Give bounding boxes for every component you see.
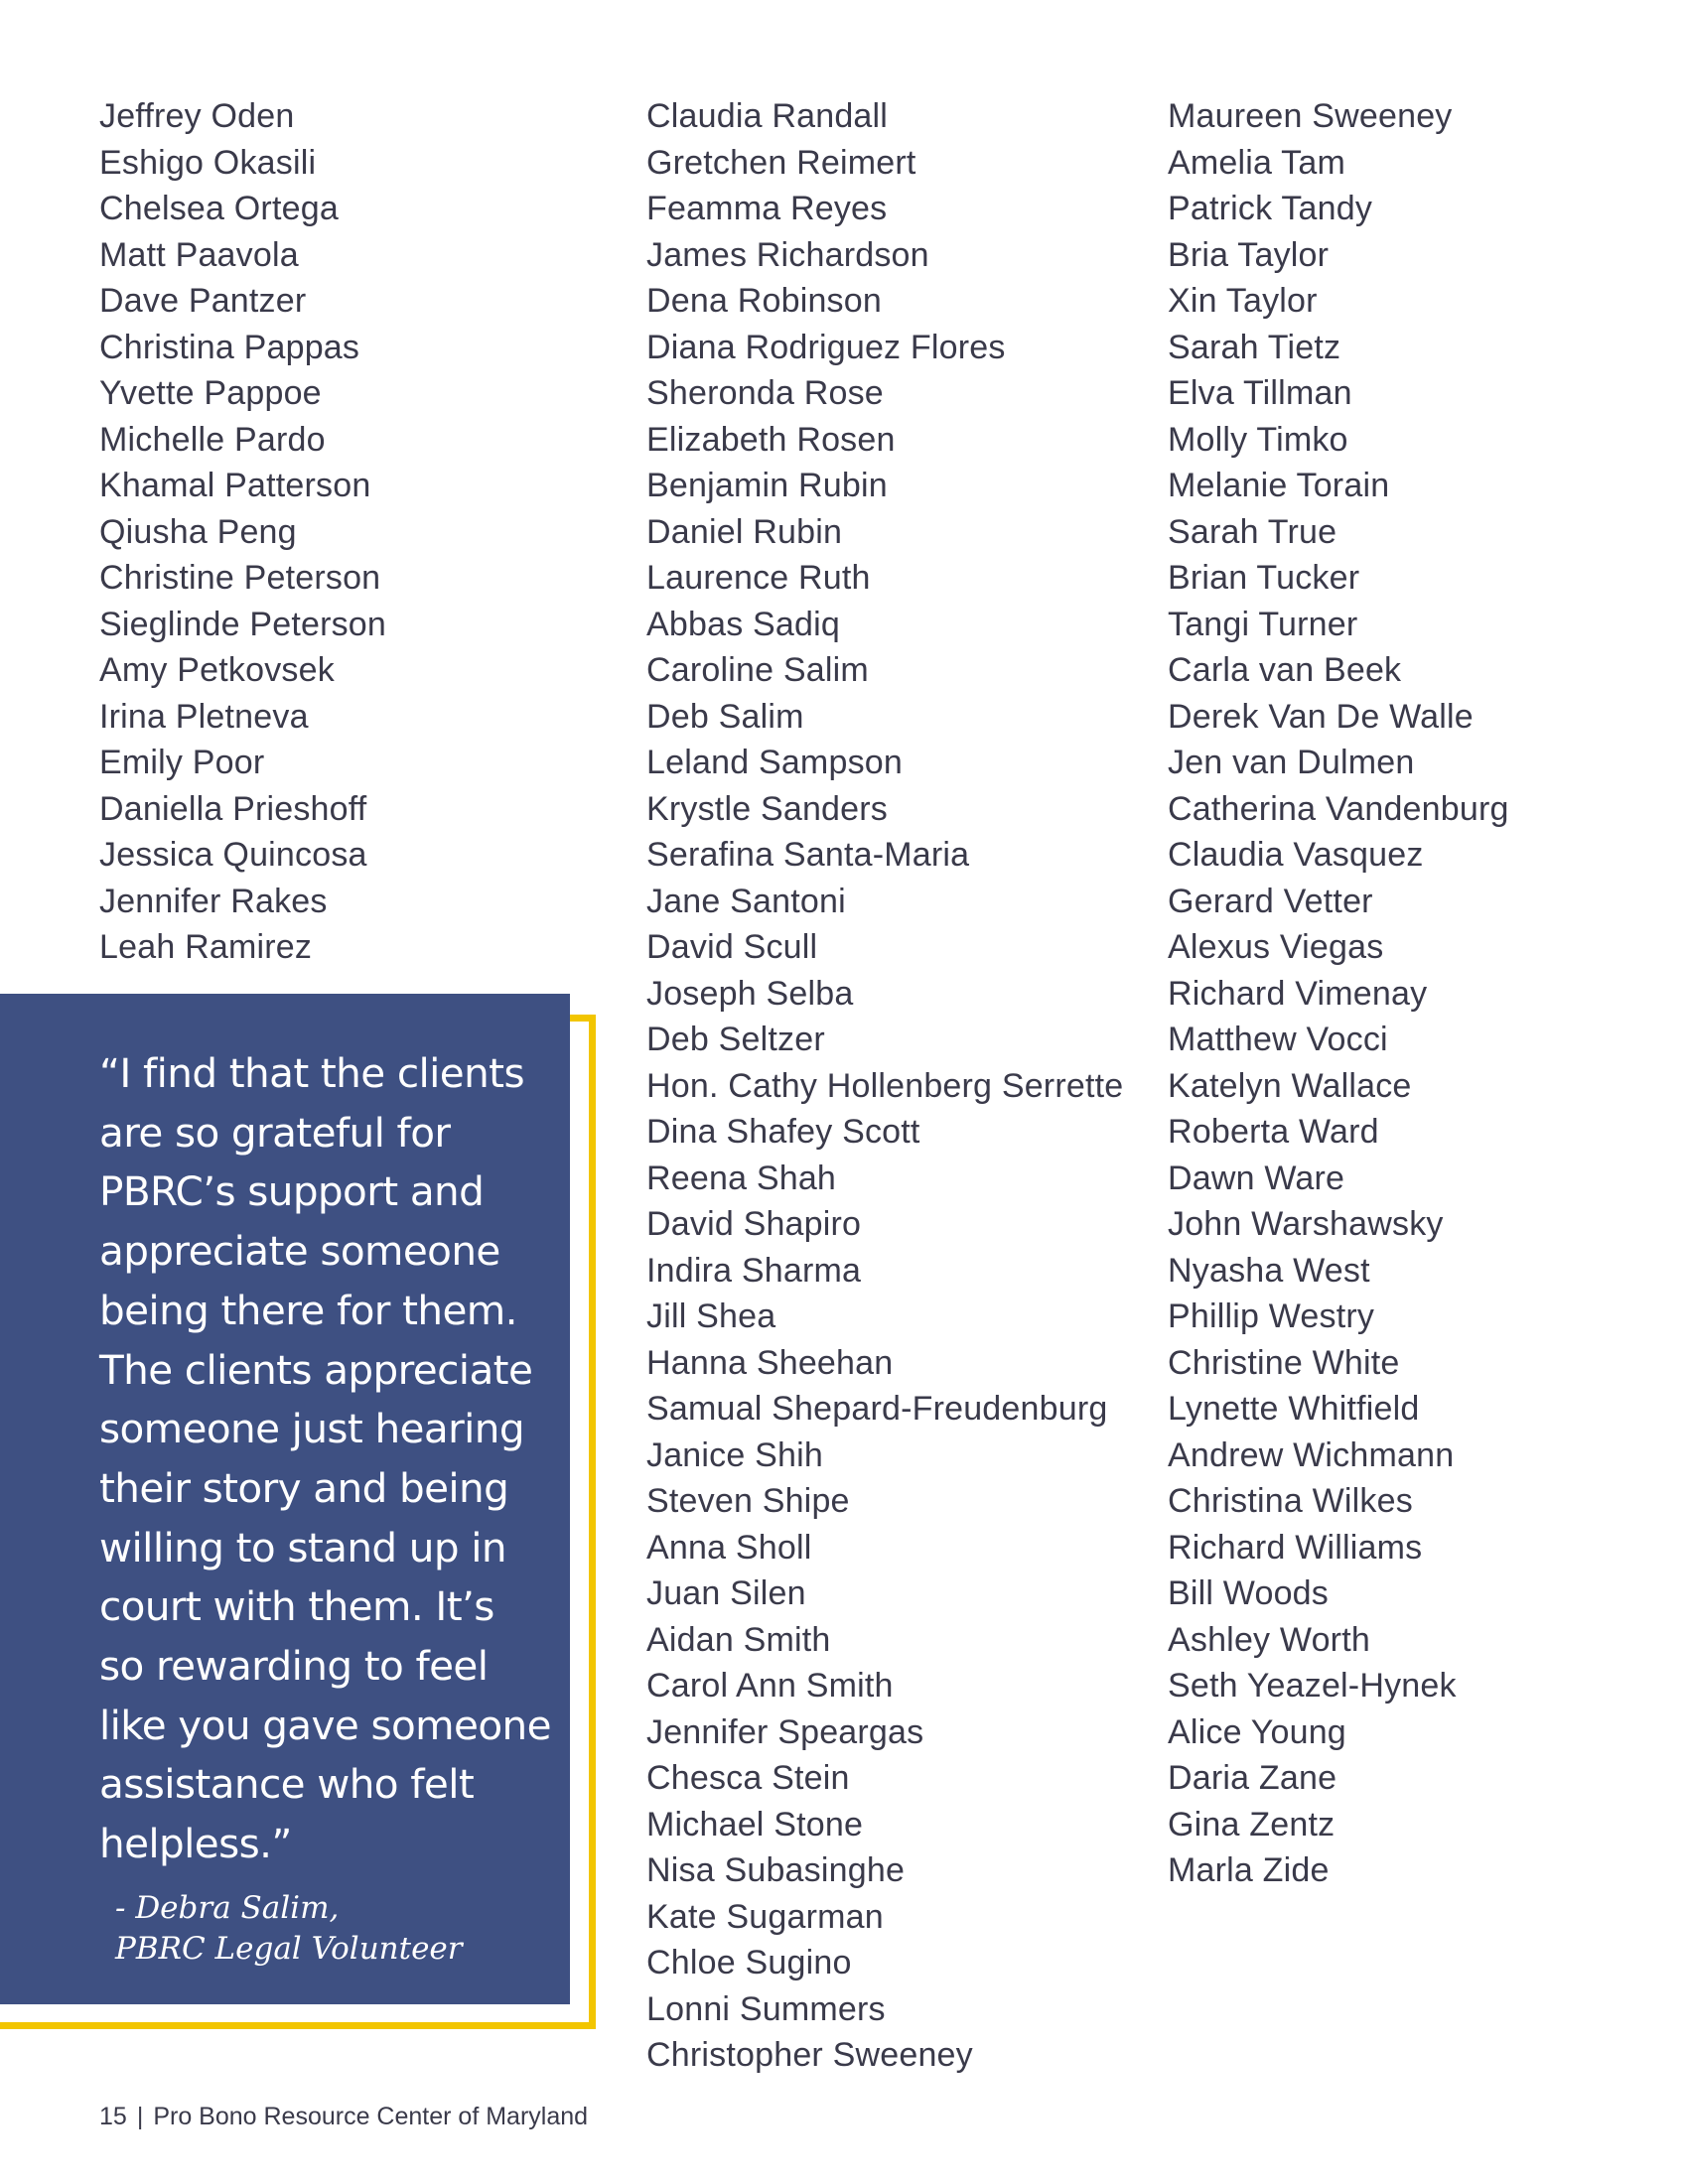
volunteer-name: Abbas Sadiq: [646, 605, 841, 643]
quote-line: willing to stand up in: [99, 1523, 506, 1571]
volunteer-name: Sieglinde Peterson: [99, 605, 387, 643]
volunteer-name: David Shapiro: [646, 1205, 862, 1243]
volunteer-name: Alice Young: [1168, 1712, 1346, 1751]
quote-line: court with them. It’s: [99, 1582, 494, 1631]
volunteer-name: Elizabeth Rosen: [646, 420, 896, 459]
volunteer-name: Sheronda Rose: [646, 374, 884, 412]
volunteer-name: Amelia Tam: [1168, 143, 1345, 182]
volunteer-name: Bill Woods: [1168, 1574, 1329, 1612]
volunteer-name: Dina Shafey Scott: [646, 1113, 920, 1151]
volunteer-name: Matthew Vocci: [1168, 1021, 1388, 1058]
volunteer-name: James Richardson: [646, 235, 929, 274]
volunteer-name: Michelle Pardo: [99, 420, 326, 459]
volunteer-name: Laurence Ruth: [646, 559, 871, 597]
volunteer-name: Nisa Subasinghe: [646, 1851, 906, 1889]
volunteer-name: Seth Yeazel-Hynek: [1168, 1667, 1457, 1705]
volunteer-name: Kate Sugarman: [646, 1897, 884, 1936]
quote-line: PBRC’s support and: [99, 1167, 485, 1216]
volunteer-name: Phillip Westry: [1168, 1297, 1375, 1335]
volunteer-name: Marla Zide: [1168, 1851, 1330, 1889]
volunteer-name: Samual Shepard-Freudenburg: [646, 1390, 1108, 1428]
volunteer-name: Hanna Sheehan: [646, 1343, 894, 1382]
volunteer-name: Deb Salim: [646, 697, 804, 736]
volunteer-name: Christopher Sweeney: [646, 2036, 973, 2074]
volunteer-name: Anna Sholl: [646, 1528, 812, 1567]
volunteer-name: Eshigo Okasili: [99, 143, 317, 182]
volunteer-name: Dena Robinson: [646, 282, 882, 320]
volunteer-name: Ashley Worth: [1168, 1620, 1370, 1659]
volunteer-name: Claudia Randall: [646, 97, 889, 135]
volunteer-name: Matt Paavola: [99, 235, 299, 274]
volunteer-name: Emily Poor: [99, 744, 265, 781]
volunteer-name: Dave Pantzer: [99, 282, 307, 320]
volunteer-names-column-2: [646, 93, 1123, 2079]
volunteer-name: Derek Van De Walle: [1168, 697, 1474, 736]
volunteer-name: Chesca Stein: [646, 1759, 850, 1797]
volunteer-name: Jeffrey Oden: [99, 97, 295, 135]
volunteer-name: Chelsea Ortega: [99, 190, 339, 227]
volunteer-name: Melanie Torain: [1168, 467, 1390, 504]
volunteer-name: Jessica Quincosa: [99, 836, 367, 874]
volunteer-name: Reena Shah: [646, 1159, 837, 1197]
volunteer-name: Chloe Sugino: [646, 1944, 852, 1981]
volunteer-name: Steven Shipe: [646, 1482, 850, 1520]
volunteer-name: Christina Pappas: [99, 328, 360, 366]
volunteer-name: Gretchen Reimert: [646, 143, 916, 182]
volunteer-name: Molly Timko: [1168, 420, 1348, 459]
footer-org-name: Pro Bono Resource Center of Maryland: [153, 2103, 589, 2130]
quote-line: The clients appreciate: [99, 1345, 533, 1394]
volunteer-quote: [99, 1044, 566, 1874]
volunteer-name: Daniel Rubin: [646, 512, 843, 551]
volunteer-name: Maureen Sweeney: [1168, 97, 1453, 135]
volunteer-name: Carol Ann Smith: [646, 1667, 894, 1705]
volunteer-names-column-3: [1168, 93, 1509, 1894]
attribution-name: - Debra Salim,: [115, 1890, 340, 1926]
quote-line: “I find that the clients: [99, 1049, 524, 1097]
volunteer-name: Juan Silen: [646, 1574, 806, 1612]
volunteer-name: Alexus Viegas: [1168, 928, 1384, 966]
volunteer-name: Caroline Salim: [646, 651, 869, 689]
volunteer-name: Jill Shea: [646, 1297, 776, 1335]
quote-line: their story and being: [99, 1463, 509, 1512]
volunteer-name: Patrick Tandy: [1168, 190, 1373, 227]
volunteer-name: Claudia Vasquez: [1168, 836, 1424, 874]
volunteer-name: Hon. Cathy Hollenberg Serrette: [646, 1066, 1124, 1105]
volunteer-name: Deb Seltzer: [646, 1021, 825, 1058]
volunteer-name: Benjamin Rubin: [646, 467, 888, 504]
volunteer-names-column-1: [99, 93, 386, 971]
volunteer-name: Tangi Turner: [1168, 605, 1358, 643]
volunteer-name: Christine Peterson: [99, 559, 381, 597]
volunteer-name: Irina Pletneva: [99, 697, 309, 736]
quote-line: someone just hearing: [99, 1405, 524, 1453]
volunteer-name: Roberta Ward: [1168, 1113, 1379, 1151]
volunteer-name: Sarah Tietz: [1168, 328, 1341, 366]
volunteer-name: Elva Tillman: [1168, 374, 1352, 412]
volunteer-name: Aidan Smith: [646, 1620, 831, 1659]
page-number: 15: [99, 2103, 127, 2130]
volunteer-name: Jennifer Rakes: [99, 882, 328, 920]
volunteer-name: Gerard Vetter: [1168, 882, 1373, 920]
volunteer-name: David Scull: [646, 928, 818, 966]
volunteer-name: Richard Williams: [1168, 1528, 1423, 1567]
volunteer-name: Qiusha Peng: [99, 512, 297, 551]
volunteer-name: Bria Taylor: [1168, 235, 1330, 274]
volunteer-name: Jen van Dulmen: [1168, 744, 1415, 781]
volunteer-name: Lonni Summers: [646, 1989, 886, 2028]
volunteer-name: Indira Sharma: [646, 1251, 862, 1290]
quote-line: like you gave someone: [99, 1701, 551, 1749]
volunteer-name: Yvette Pappoe: [99, 374, 322, 412]
volunteer-name: Catherina Vandenburg: [1168, 789, 1509, 828]
volunteer-name: Jane Santoni: [646, 882, 846, 920]
volunteer-name: Gina Zentz: [1168, 1805, 1336, 1843]
attribution-role: PBRC Legal Volunteer: [115, 1931, 463, 1967]
volunteer-name: Joseph Selba: [646, 974, 854, 1013]
volunteer-name: Dawn Ware: [1168, 1159, 1345, 1197]
volunteer-name: Khamal Patterson: [99, 467, 371, 504]
volunteer-name: Leah Ramirez: [99, 928, 313, 966]
volunteer-name: Krystle Sanders: [646, 789, 888, 828]
volunteer-name: Carla van Beek: [1168, 651, 1402, 689]
page-footer: [99, 2103, 588, 2131]
quote-line: assistance who felt: [99, 1760, 475, 1809]
volunteer-name: Diana Rodriguez Flores: [646, 328, 1006, 366]
quote-line: being there for them.: [99, 1286, 517, 1334]
volunteer-name: Andrew Wichmann: [1168, 1435, 1455, 1474]
volunteer-name: John Warshawsky: [1168, 1205, 1444, 1243]
volunteer-name: Michael Stone: [646, 1805, 864, 1843]
volunteer-name: Nyasha West: [1168, 1251, 1370, 1290]
volunteer-name: Amy Petkovsek: [99, 651, 335, 689]
volunteer-name: Janice Shih: [646, 1435, 823, 1474]
volunteer-name: Christina Wilkes: [1168, 1482, 1413, 1520]
volunteer-name: Jennifer Speargas: [646, 1712, 924, 1751]
volunteer-name: Feamma Reyes: [646, 190, 888, 227]
footer-separator: |: [136, 2103, 144, 2130]
volunteer-name: Daniella Prieshoff: [99, 789, 367, 828]
volunteer-name: Brian Tucker: [1168, 559, 1360, 597]
volunteer-name: Daria Zane: [1168, 1759, 1337, 1797]
quote-line: are so grateful for: [99, 1108, 451, 1157]
volunteer-name: Christine White: [1168, 1343, 1400, 1382]
volunteer-name: Leland Sampson: [646, 744, 903, 781]
quote-line: so rewarding to feel: [99, 1642, 489, 1691]
volunteer-name: Lynette Whitfield: [1168, 1390, 1420, 1428]
volunteer-name: Katelyn Wallace: [1168, 1066, 1412, 1105]
volunteer-name: Xin Taylor: [1168, 282, 1318, 320]
quote-line: appreciate someone: [99, 1227, 500, 1276]
quote-attribution: [115, 1888, 463, 1970]
volunteer-name: Richard Vimenay: [1168, 974, 1428, 1013]
volunteer-name: Serafina Santa-Maria: [646, 836, 970, 874]
volunteer-name: Sarah True: [1168, 512, 1337, 551]
quote-line: helpless.”: [99, 1820, 292, 1868]
